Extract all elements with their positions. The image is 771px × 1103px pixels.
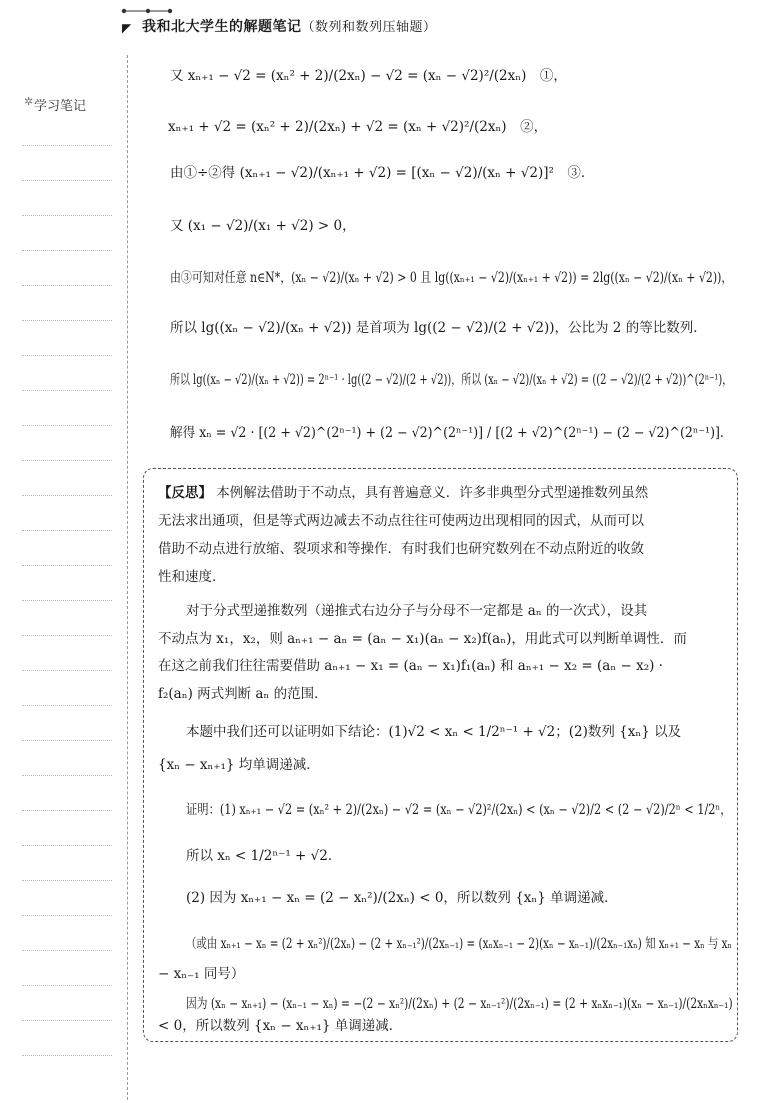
proof-line-5: − xₙ₋₁ 同号） (158, 966, 245, 982)
reflection-p3-line-2: {xₙ − xₙ₊₁} 均单调递减． (158, 757, 320, 773)
reflection-p1-line-1 (158, 483, 648, 503)
note-line (22, 845, 112, 846)
reflection-p3-line-1: 本题中我们还可以证明如下结论：(1)√2 < xₙ < 1/2ⁿ⁻¹ + √2；(2)数列 {xₙ} 以及 (186, 724, 682, 740)
note-line (22, 880, 112, 881)
note-line (22, 670, 112, 671)
note-line (22, 285, 112, 286)
page-header (120, 8, 720, 36)
reflection-p2-line-2: 不动点为 x₁，x₂，则 aₙ₊₁ − aₙ = (aₙ − x₁)(aₙ − x₂)f(aₙ)，用此式可以判断单调性．而 (158, 631, 687, 647)
proof-line-4: （或由 xₙ₊₁ − xₙ = (2 + xₙ²)/(2xₙ) − (2 + xₙ₋₁²)/(2xₙ₋₁) = (xₙxₙ₋₁ − 2)(xₙ − xₙ₋₁)/(2xₙ₋₁xₙ) 知 xₙ₊₁ − xₙ 与 xₙ (186, 936, 733, 952)
margin-divider (127, 55, 128, 1100)
note-line (22, 600, 112, 601)
solution-line-6: 所以 lg((xₙ − √2)/(xₙ + √2)) 是首项为 lg((2 − √2)/(2 + √2))，公比为 2 的等比数列． (170, 320, 707, 336)
header-arrow-icon: ◤ (122, 21, 132, 35)
reflection-p1-line-3: 借助不动点进行放缩、裂项求和等操作．有时我们也研究数列在不动点附近的收敛 (158, 541, 644, 557)
note-line (22, 635, 112, 636)
header-subtitle: （数列和数列压轴题） (301, 20, 437, 35)
proof-line-3: (2) 因为 xₙ₊₁ − xₙ = (2 − xₙ²)/(2xₙ) < 0，所以数列 {xₙ} 单调递减． (186, 890, 618, 906)
note-line (22, 390, 112, 391)
study-notes-label: 学习笔记 (34, 99, 87, 114)
reflection-p1-line-1-text: 本例解法借助于不动点，具有普遍意义．许多非典型分式型递推数列虽然 (216, 485, 649, 501)
note-line (22, 775, 112, 776)
reflection-p2-line-4: f₂(aₙ) 两式判断 aₙ 的范围． (158, 686, 328, 702)
note-line (22, 495, 112, 496)
note-line (22, 320, 112, 321)
reflection-tag: 【反思】 (158, 485, 212, 501)
note-line (22, 425, 112, 426)
reflection-p2-line-1: 对于分式型递推数列（递推式右边分子与分母不一定都是 aₙ 的一次式），设其 (186, 603, 648, 619)
solution-line-7: 所以 lg((xₙ − √2)/(xₙ + √2)) = 2ⁿ⁻¹ · lg((2 − √2)/(2 + √2))，所以 (xₙ − √2)/(xₙ + √2) = ((2 − √2)/(2 + √2))^(2ⁿ⁻¹)， (170, 372, 733, 388)
note-line (22, 740, 112, 741)
note-line (22, 1055, 112, 1056)
solution-line-4: 又 (x₁ − √2)/(x₁ + √2) > 0， (170, 218, 356, 234)
note-line (22, 355, 112, 356)
reflection-p2-line-3: 在这之前我们往往需要借助 aₙ₊₁ − x₁ = (aₙ − x₁)f₁(aₙ) 和 aₙ₊₁ − x₂ = (aₙ − x₂) · (158, 658, 663, 674)
note-line (22, 145, 112, 146)
note-line (22, 565, 112, 566)
note-line (22, 985, 112, 986)
reflection-p1-line-2: 无法求出通项，但是等式两边减去不动点往往可使两边出现相同的因式，从而可以 (158, 513, 644, 529)
reflection-p1-line-4: 性和速度． (158, 569, 226, 585)
note-line (22, 250, 112, 251)
note-star-icon: ✲ (24, 95, 34, 108)
note-line (22, 705, 112, 706)
solution-line-2: xₙ₊₁ + √2 = (xₙ² + 2)/(2xₙ) + √2 = (xₙ + √2)²/(2xₙ) ②， (168, 119, 548, 135)
note-line (22, 810, 112, 811)
proof-line-7: < 0，所以数列 {xₙ − xₙ₊₁} 单调递减． (158, 1018, 403, 1034)
note-line (22, 1020, 112, 1021)
solution-line-3: 由①÷②得 (xₙ₊₁ − √2)/(xₙ₊₁ + √2) = [(xₙ − √2)/(xₙ + √2)]² ③． (170, 165, 595, 181)
header-title (142, 16, 437, 36)
solution-line-1: 又 xₙ₊₁ − √2 = (xₙ² + 2)/(2xₙ) − √2 = (xₙ − √2)²/(2xₙ) ①， (170, 68, 567, 84)
note-line (22, 180, 112, 181)
header-title-main: 我和北大学生的解题笔记 (142, 19, 302, 35)
proof-line-2: 所以 xₙ < 1/2ⁿ⁻¹ + √2． (186, 848, 342, 864)
note-line (22, 915, 112, 916)
solution-line-5: 由③可知对任意 n∈N*，(xₙ − √2)/(xₙ + √2) > 0 且 lg((xₙ₊₁ − √2)/(xₙ₊₁ + √2)) = 2lg((xₙ − √2)/(xₙ + √2))， (170, 270, 733, 286)
note-line (22, 460, 112, 461)
solution-line-8: 解得 xₙ = √2 · [(2 + √2)^(2ⁿ⁻¹) + (2 − √2)^(2ⁿ⁻¹)] / [(2 + √2)^(2ⁿ⁻¹) − (2 − √2)^(2ⁿ⁻¹)]． (170, 425, 733, 441)
header-dots-ornament (120, 6, 180, 16)
note-line (22, 530, 112, 531)
proof-line-1: 证明：(1) xₙ₊₁ − √2 = (xₙ² + 2)/(2xₙ) − √2 = (xₙ − √2)²/(2xₙ) < (xₙ − √2)/2 < (2 − √2)/2ⁿ < 1/2ⁿ， (186, 802, 732, 818)
note-line (22, 950, 112, 951)
proof-line-6: 因为 (xₙ − xₙ₊₁) − (xₙ₋₁ − xₙ) = −(2 − xₙ²)/(2xₙ) + (2 − xₙ₋₁²)/(2xₙ₋₁) = (2 + xₙxₙ₋₁)(xₙ − xₙ₋₁)/(2xₙxₙ₋₁) (186, 996, 733, 1012)
note-line (22, 215, 112, 216)
